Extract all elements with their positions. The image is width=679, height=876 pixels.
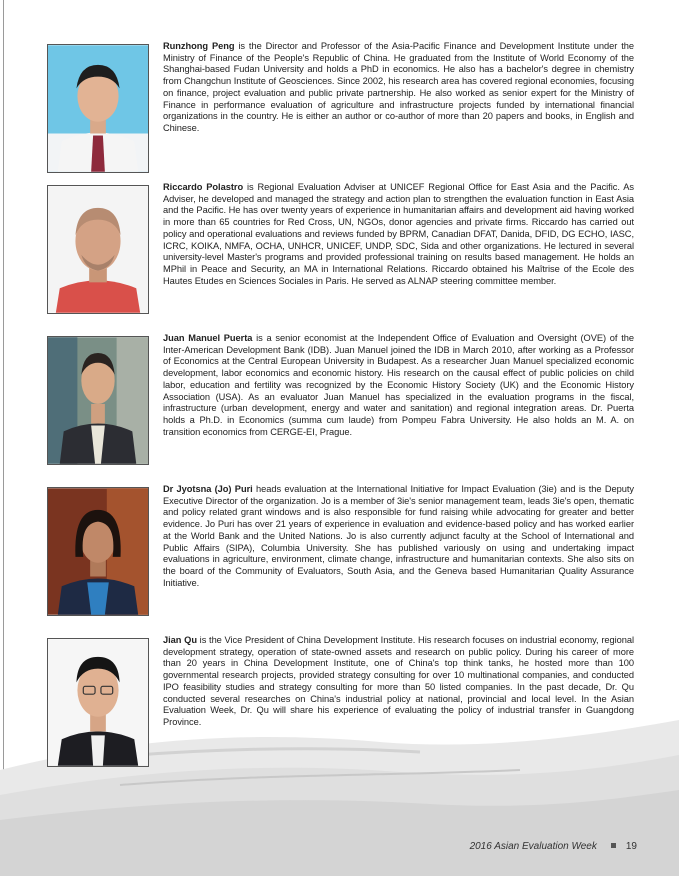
bio-name: Riccardo Polastro [163,182,244,192]
portrait-photo [47,487,149,616]
portrait-photo [47,336,149,465]
page-number: 19 [625,841,637,852]
bio-text: heads evaluation at the International Initiative for Impact Evaluation (3ie) and is the Deputy Executive Director of the organization. Jo is a member of 3ie's senior management team, leads 3ie's open, thematic and policy related grant windows and is also responsible for fund raising while advocating for greater and better evidence. Jo Puri has over 21 years of experience in evaluation and evidence-based policy and has worked earlier at the World Bank and the United Nations. Jo is also currently adjunct faculty at the School of International and Public Affairs (SIPA), Columbia University. She has published variously on using and undertaking impact evaluations in agriculture, environment, climate change, infrastructure and humanitarian contexts. She also sits on the board of the Community of Evaluators, South Asia, and the Geneva based Humanitarian Quality Assurance Initiative. [163,484,634,588]
page-footer [470,841,637,852]
footer-square-icon [611,843,616,848]
bio-name: Dr Jyotsna (Jo) Puri [163,484,253,494]
bio-name: Runzhong Peng [163,41,235,51]
footer-event-name: 2016 Asian Evaluation Week [469,841,597,852]
bio-name: Jian Qu [163,635,197,645]
bio-name: Juan Manuel Puerta [163,333,253,343]
bio-text: is the Vice President of China Development Institute. His research focuses on industrial economy, regional development strategy, operation of state-owned assets and research on public policy. During his career of more than 20 years in China Development Institute, one of China's top think tanks, he hosted more than 100 governmental research projects, provided strategy consulting for over 10 multinational companies, and conducted IPO feasibility studies and strategy consulting for more than 50 listed companies. In the past decade, Dr. Qu conducted several researches on China's industrial policy at national, provincial and local level. In the Asian Evaluation Week, Dr. Qu will share his experience of evaluating the policy of industrial transfer in Guangdong Province. [163,635,634,727]
bio-text: is a senior economist at the Independent Office of Evaluation and Oversight (OVE) of the Inter-American Development Bank (IDB). Juan Manuel joined the IDB in March 2010, after working as a Professor of Economics at the Central European University in Budapest. As a researcher Juan Manuel specialized economic development, labor economics and economic history. His research on the causal effect of public policies on child labor, education and fertility was recognized by the Economic History Society (UK) and the Economic History Association (USA). As an evaluator Juan Manuel has specialized in the evaluation programs in the fiscal, infrastructure (urban development, energy and water and sanitation) and regional integration areas. Dr. Puerta holds a Ph.D. in Economics (summa cum laude) from Pompeu Fabra University. He also holds an M. A. on transition economics from CERGE-EI, Prague. [163,333,634,437]
portrait-photo [47,44,149,173]
bio-text: is the Director and Professor of the Asia-Pacific Finance and Development Institute under the Ministry of Finance of the People's Republic of China. He graduated from the Institute of World Economy of the Shanghai-based Fudan University and holds a PhD in economics. He also has a bachelor's degree in chemistry from Changchun Institute of Geosciences. Since 2002, his research area has covered regional economies, focusing on finance, project evaluation and public private partnership. He also worked as senior expert for the Ministry of Finance in performance evaluation of agriculture and infrastructure projects funded by international financial organizations in the country. He is either an author or co-author of more than 20 papers and books, in English and Chinese. [163,41,634,133]
portrait-photo [47,638,149,767]
bio-text: is Regional Evaluation Adviser at UNICEF Regional Office for East Asia and the Pacific. As Adviser, he developed and managed the strategy and action plan to strengthen the evaluation function in East Asia and the Pacific. He has over twenty years of experience in humanitarian affairs and development aid having worked in more than 65 countries for Red Cross, UN, NGOs, donor agencies and private firms. Riccardo has carried out policy and operational evaluations and reviews funded by BPRM, Canadian DFAT, Danida, DFID, DG ECHO, IASC, ICRC, KOIKA, NMFA, OCHA, UNHCR, UNICEF, UNDP, SDC, Sida and other organizations. He lectured in several university-level Master's programs and provided professional training on results based management. He holds an MPhil in Peace and Security, an MA in International Relations. Riccardo obtained his Maîtrise of the Ecole des Hautes Etudes en Sciences Sociales in Paris. He served as ALNAP steering committee member. [163,182,634,286]
portrait-photo [47,185,149,314]
